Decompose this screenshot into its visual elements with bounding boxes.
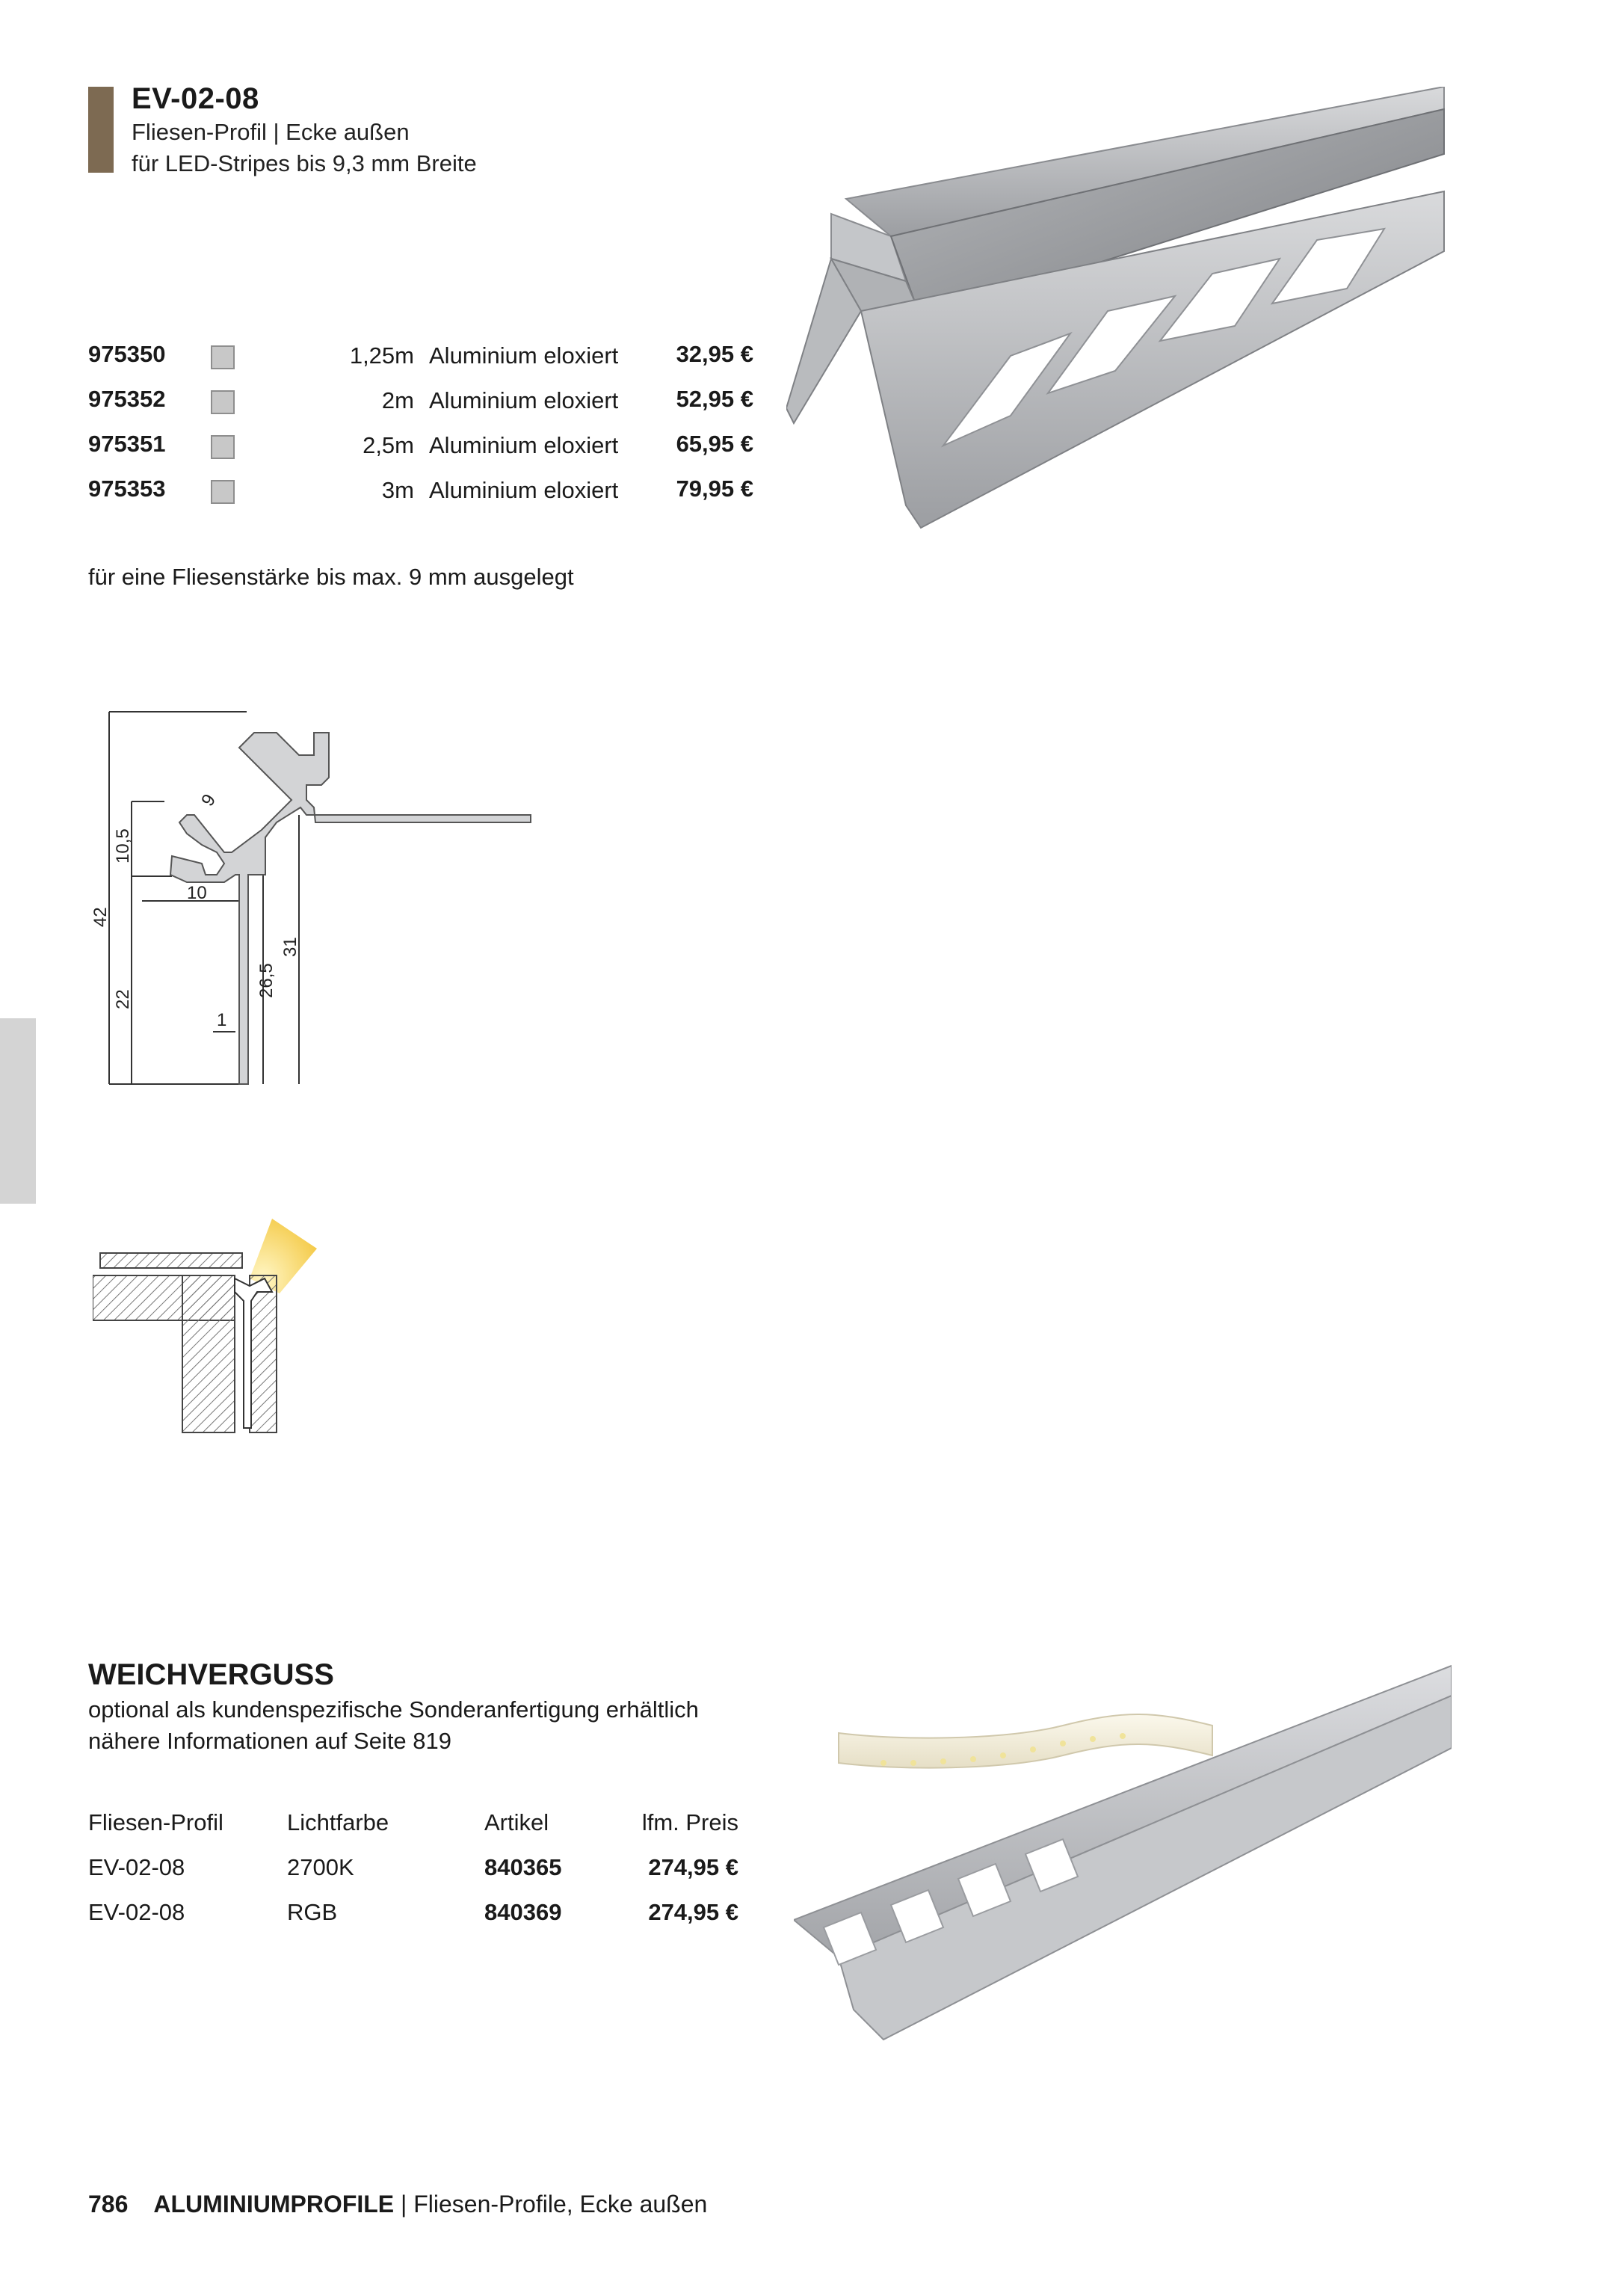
dim-label: 1 [217,1010,227,1030]
length: 2m [381,387,414,413]
accent-bar [88,87,114,173]
product-row [88,473,753,517]
color-swatch [211,345,235,369]
dim-label: 26,5 [256,963,277,998]
light-color-cell: RGB [287,1899,338,1925]
table-header [88,1803,738,1848]
dimension-drawing [82,703,546,1107]
material: Aluminium eloxiert [429,432,619,458]
length: 3m [381,477,414,503]
color-swatch [211,480,235,504]
table-row [88,1848,738,1893]
dim-label: 42 [90,907,111,927]
price: 65,95 € [676,431,753,457]
section-tab [0,1018,36,1204]
price-cell: 274,95 € [648,1899,738,1925]
column-header: lfm. Preis [641,1809,738,1835]
color-swatch [211,390,235,414]
article-cell: 840365 [484,1854,562,1880]
price: 52,95 € [676,386,753,412]
column-header: Lichtfarbe [287,1809,389,1835]
weichverguss-line-2: nähere Informationen auf Seite 819 [88,1728,452,1754]
page-footer [88,2191,707,2218]
dim-label: 22 [113,989,133,1009]
price: 79,95 € [676,475,753,502]
product-subtitle [132,117,477,179]
material: Aluminium eloxiert [429,387,619,413]
length: 2,5m [363,432,414,458]
weichverguss-product-image [794,1651,1452,2069]
column-header: Artikel [484,1809,549,1835]
product-row [88,428,753,473]
subtitle-line-2: für LED-Stripes bis 9,3 mm Breite [132,150,477,176]
length: 1,25m [349,342,414,369]
page-number: 786 [88,2191,129,2217]
weichverguss-subtitle [88,1694,699,1757]
profile-cell: EV-02-08 [88,1854,185,1880]
weichverguss-table [88,1803,738,1938]
weichverguss-line-1: optional als kundenspezifische Sonderanfertigung erhältlich [88,1696,699,1723]
color-swatch [211,435,235,459]
footer-section: ALUMINIUMPROFILE [153,2191,395,2217]
footer-separator: | [394,2191,414,2217]
column-header: Fliesen-Profil [88,1809,223,1835]
dim-label: 10,5 [113,828,133,864]
material: Aluminium eloxiert [429,477,619,503]
price-cell: 274,95 € [648,1854,738,1880]
footer-subsection: Fliesen-Profile, Ecke außen [413,2191,708,2217]
subtitle-line-1: Fliesen-Profil | Ecke außen [132,119,410,145]
installation-illustration [93,1204,332,1450]
dim-label: 31 [280,937,300,957]
product-row [88,338,753,383]
weichverguss-title: WEICHVERGUSS [88,1658,334,1691]
profile-product-image [786,87,1459,550]
dim-label: 10 [187,883,207,903]
price: 32,95 € [676,341,753,367]
article-number: 975351 [88,431,166,457]
material: Aluminium eloxiert [429,342,619,369]
article-cell: 840369 [484,1899,562,1925]
tile-thickness-note: für eine Fliesenstärke bis max. 9 mm ausgelegt [88,564,574,590]
profile-cell: EV-02-08 [88,1899,185,1925]
product-row [88,383,753,428]
article-number: 975350 [88,341,166,367]
article-number: 975352 [88,386,166,412]
article-number: 975353 [88,475,166,502]
light-color-cell: 2700K [287,1854,354,1880]
dim-label: 9 [197,790,220,810]
product-table [88,338,753,517]
product-title: EV-02-08 [132,82,259,115]
table-row [88,1893,738,1938]
